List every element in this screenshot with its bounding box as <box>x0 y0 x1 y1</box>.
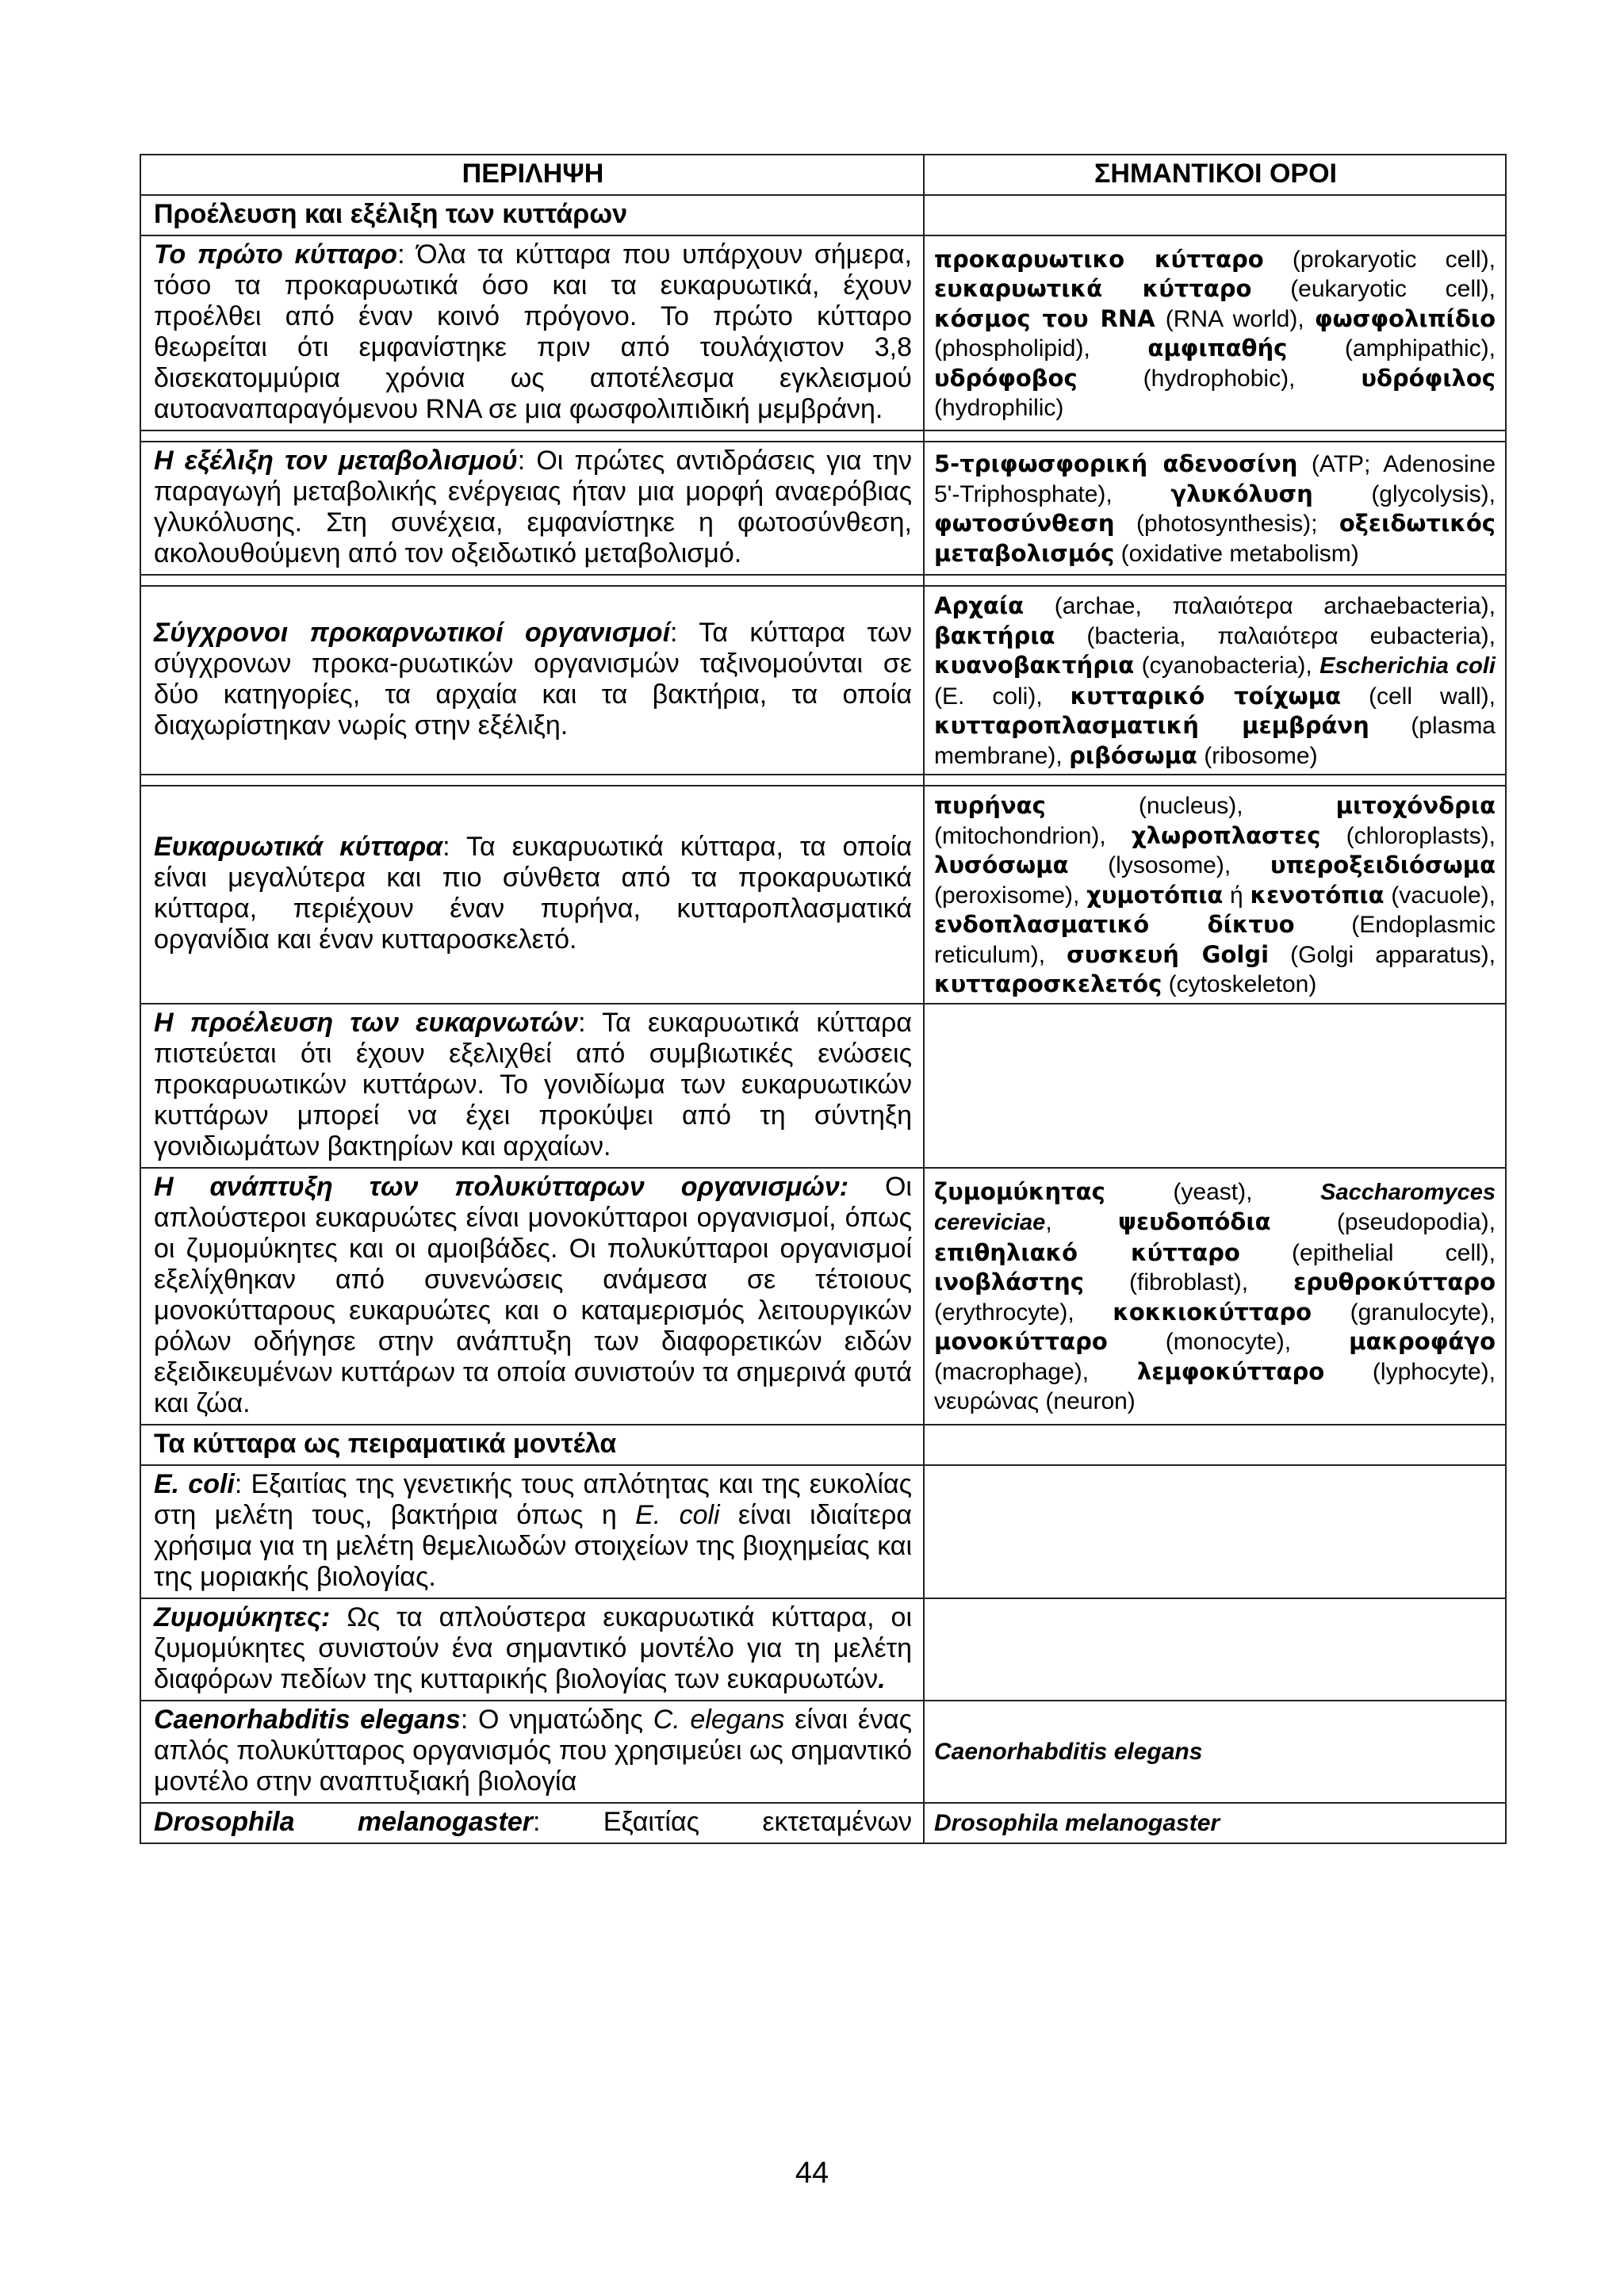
term-english: ή <box>1223 882 1251 909</box>
spacer-row <box>140 575 1506 586</box>
table-row <box>140 1465 1506 1598</box>
table-row <box>140 442 1506 575</box>
term-greek: ζυμομύκητας <box>934 1177 1105 1205</box>
term-english: (RNA world), <box>1155 305 1315 332</box>
term-greek: Escherichia coli <box>1320 653 1496 679</box>
row-title: Η εξέλιξη τον μεταβολισμού <box>154 446 518 476</box>
row-text: Οι απλούστεροι ευκαρυώτες είναι μονοκύτταροι οργανισμοί, όπως οι ζυμομύκητες και οι αμοιβάδες. Οι πολυκύτταροι οργανισμοί εξελίχθηκαν από συνενώσεις ανάμεσα σε τέτοιους μονοκύτταρους ευκαρυώτες και ο καταμερισμός λειτουργικών ρόλων οδήγησε στην ανάπτυξη των διαφορετικών ειδών εξειδικευμένων κυττάρων τα οποία συνιστούν τα σημερινά φυτά και ζώα. <box>154 1171 912 1418</box>
row-title: Drosophila melanogaster <box>154 1806 533 1837</box>
term-greek: Αρχαία <box>934 592 1025 619</box>
term-greek: κόσμος του RNA <box>934 304 1155 332</box>
term-english: (hydrophilic) <box>934 395 1064 421</box>
term-english: (vacuole), <box>1384 882 1496 909</box>
term-english: (ATP; Adenosine 5'-Triphosphate), <box>934 451 1496 507</box>
term-greek: ινοβλάστης <box>934 1269 1084 1295</box>
term-english: (eukaryotic cell), <box>1251 276 1496 302</box>
term-english: (mitochondrion), <box>934 822 1132 849</box>
summary-header: ΠΕΡΙΛΗΨΗ <box>140 155 924 195</box>
section-origin-title: Προέλευση και εξέλιξη των κυττάρων <box>140 195 924 235</box>
term-english: (glycolysis), <box>1312 480 1496 507</box>
table-row <box>140 1701 1506 1803</box>
term-greek: μιτοχόνδρια <box>1335 792 1496 819</box>
term-greek: χυμοτόπια <box>1086 881 1224 909</box>
term-english: (bacteria, παλαιότερα eubacteria), <box>1055 622 1496 649</box>
row-text: : Τα κύτταρα των σύγχρονων προκα-ρυωτικών οργανισμών ταξινομούνται σε δύο κατηγορίες, τα αρχαία και τα βακτήρια, τα οποία διαχωρίστηκαν νωρίς στην εξέλιξη. <box>154 618 912 740</box>
table-row <box>140 786 1506 1004</box>
term-english: νευρώνας (neuron) <box>934 1388 1136 1414</box>
term-english: (photosynthesis); <box>1114 511 1339 537</box>
term-greek: κυτταροπλασματική μεμβράνη <box>934 712 1369 739</box>
term-english: (Endoplasmic reticulum), <box>934 912 1496 968</box>
table-row <box>140 1598 1506 1701</box>
term-english: (prokaryotic cell), <box>1263 246 1496 273</box>
term-greek: Saccharomyces cereviciae <box>934 1179 1496 1235</box>
page-number: 44 <box>795 2156 829 2190</box>
summary-cell <box>140 586 924 775</box>
row-title: Σύγχρονοι προκαρνωτικοί οργανισμοί <box>154 618 671 648</box>
term-english: (granulocyte), <box>1312 1299 1496 1326</box>
row-title: Η ανάπτυξη των πολυκύτταρων οργανισμών: <box>154 1171 849 1202</box>
term-english: (lyphocyte), <box>1324 1358 1496 1385</box>
term-greek: χλωροπλαστες <box>1131 821 1321 849</box>
summary-cell <box>140 442 924 575</box>
row-title: Η προέλευση των ευκαρνωτών <box>154 1007 579 1038</box>
term-english: (hydrophobic), <box>1077 365 1362 392</box>
terms-cell <box>924 235 1506 430</box>
term-greek: κυτταρικό τοίχωμα <box>1070 682 1341 710</box>
term-greek: οξειδωτικός μεταβολισμός <box>934 510 1496 567</box>
term-english: (plasma membrane), <box>934 713 1496 769</box>
term-english: (cytoskeleton) <box>1162 971 1317 997</box>
row-title: Ζυμομύκητες: <box>154 1601 331 1632</box>
summary-cell <box>140 235 924 430</box>
term-english: (E. coli), <box>934 683 1071 710</box>
term-english: (fibroblast), <box>1083 1269 1294 1295</box>
row-text: : Όλα τα κύτταρα που υπάρχουν σήμερα, τόσο τα προκαρυωτικά όσο και τα ευκαρυωτικά, έχουν προέλθει από έναν κοινό πρόγονο. Το πρώτο κύτταρο θεωρείται ότι εμφανίστηκε πριν από τουλάχιστον 3,8 δισεκατομμύρια χρόνια ως αποτέλεσμα εγκλεισμού αυτοαναπαραγόμενου RNA σε μια φωσφολιπιδική μεμβράνη. <box>154 239 912 424</box>
term-greek: ερυθροκύτταρο <box>1293 1269 1496 1295</box>
spacer-row <box>140 430 1506 442</box>
summary-table <box>140 154 1507 1844</box>
summary-cell <box>140 786 924 1004</box>
term-english: (ribosome) <box>1197 742 1318 769</box>
term-greek: φωτοσύνθεση <box>934 510 1115 537</box>
term-greek: ριβόσωμα <box>1069 741 1197 769</box>
term-greek: μονοκύτταρο <box>934 1328 1108 1355</box>
term-greek: γλυκόλυση <box>1170 480 1313 507</box>
terms-cell <box>924 442 1506 575</box>
term-english: (chloroplasts), <box>1320 822 1496 849</box>
spacer-row <box>140 775 1506 786</box>
term-english: (lysosome), <box>1068 852 1270 878</box>
term-english: (yeast), <box>1105 1178 1321 1205</box>
summary-cell: Drosophila melanogaster: Εξαιτίας εκτεταμένων <box>140 1803 924 1843</box>
term-greek: ψευδοπόδια <box>1117 1208 1271 1235</box>
terms-header: ΣΗΜΑΝΤΙΚΟΙ ΟΡΟΙ <box>924 155 1506 195</box>
term-english: (oxidative metabolism) <box>1114 540 1359 567</box>
term-greek: κυτταροσκελετός <box>934 970 1162 997</box>
table-row <box>140 1168 1506 1425</box>
terms-cell <box>924 1701 1506 1803</box>
term-english: (macrophage), <box>934 1358 1137 1385</box>
term-english: (amphipathic), <box>1287 335 1496 362</box>
term-drosophila: Drosophila melanogaster <box>934 1810 1220 1837</box>
row-title: Caenorhabditis elegans <box>154 1704 461 1735</box>
summary-cell: Ζυμομύκητες: Ως τα απλούστερα ευκαρυωτικά κύτταρα, οι ζυμομύκητες συνιστούν ένα σημαντικό μοντέλο για τη μελέτη διαφόρων πεδίων της κυτταρικής βιολογίας των ευκαρυωτών. <box>140 1598 924 1701</box>
term-greek: φωσφολιπίδιο <box>1314 304 1496 332</box>
row-title: Το πρώτο κύτταρο <box>154 239 398 270</box>
summary-cell: E. coli: Εξαιτίας της γενετικής τους απλότητας και της ευκολίας στη μελέτη τους, βακτήρια όπως η E. coli είναι ιδιαίτερα χρήσιμα για τη μελέτη θεμελιωδών στοιχείων της βιοχημείας και της μοριακής βιολογίας. <box>140 1465 924 1598</box>
table-row <box>140 1803 1506 1843</box>
terms-cell <box>924 1168 1506 1425</box>
term-greek: κοκκιοκύτταρο <box>1113 1298 1312 1326</box>
term-greek: υδρόφοβος <box>934 364 1078 392</box>
term-greek: υπεροξειδιόσωμα <box>1270 851 1496 878</box>
term-greek: κενοτόπια <box>1250 881 1385 909</box>
section-row <box>140 1425 1506 1465</box>
term-celegans: Caenorhabditis elegans <box>934 1739 1203 1766</box>
term-english: (archae, παλαιότερα archaebacteria), <box>1024 593 1496 619</box>
table-row <box>140 235 1506 430</box>
term-english: (pseudopodia), <box>1270 1209 1496 1235</box>
term-english: (Golgi apparatus), <box>1269 941 1496 968</box>
term-greek: ευκαρυωτικά κύτταρο <box>934 275 1252 302</box>
row-text: : Οι πρώτες αντιδράσεις για την παραγωγή μεταβολικής ενέργειας ήταν μια μορφή αναερόβιας γλυκόλυσης. Στη συνέχεια, εμφανίστηκε η φωτοσύνθεση, ακολουθούμενη από τον οξειδωτικό μεταβολισμό. <box>154 446 912 568</box>
term-greek: προκαρυωτικο κύτταρο <box>934 245 1264 273</box>
term-greek: πυρήνας <box>934 792 1046 819</box>
term-greek: αμφιπαθής <box>1147 335 1288 362</box>
row-title: E. coli <box>154 1468 235 1499</box>
summary-cell <box>140 1168 924 1425</box>
terms-cell <box>924 586 1506 775</box>
term-greek: βακτήρια <box>934 622 1055 649</box>
term-greek: επιθηλιακό κύτταρο <box>934 1238 1240 1266</box>
summary-cell <box>140 1004 924 1168</box>
table-row <box>140 1004 1506 1168</box>
empty-cell <box>924 1598 1506 1701</box>
term-english: (phospholipid), <box>934 335 1148 362</box>
term-english: (cell wall), <box>1341 683 1496 710</box>
terms-cell <box>924 1803 1506 1843</box>
term-english: (nucleus), <box>1045 793 1336 819</box>
row-title: Ευκαρυωτικά κύτταρα <box>154 832 443 863</box>
terms-cell <box>924 1004 1506 1168</box>
term-english: (monocyte), <box>1107 1329 1350 1355</box>
term-greek: κυανοβακτήρια <box>934 652 1135 679</box>
empty-cell <box>924 1425 1506 1465</box>
row-text: : Τα ευκαρυωτικά κύτταρα πιστεύεται ότι έχουν εξελιχθεί από συμβιωτικές ενώσεις προκαρυωτικών κυττάρων. Το γονιδίωμα των ευκαρυωτικών κυττάρων μπορεί να έχει προκύψει από τη σύντηξη γονιδιωμάτων βακτηρίων και αρχαίων. <box>154 1007 912 1161</box>
term-greek: ενδοπλασματικό δίκτυο <box>934 911 1295 938</box>
empty-cell <box>924 195 1506 235</box>
section-row <box>140 195 1506 235</box>
summary-cell: Caenorhabditis elegans: Ο νηματώδης C. elegans είναι ένας απλός πολυκύτταρος οργανισμός που χρησιμεύει ως σημαντικό μοντέλο στην αναπτυξιακή βιολογία <box>140 1701 924 1803</box>
term-english: (cyanobacteria), <box>1134 652 1320 679</box>
empty-cell <box>924 1465 1506 1598</box>
section-models-title: Τα κύτταρα ως πειραματικά μοντέλα <box>140 1425 924 1465</box>
row-text: : Τα ευκαρυωτικά κύτταρα, τα οποία είναι μεγαλύτερα και πιο σύνθετα από τα προκαρυωτικά κύτταρα, περιέχουν έναν πυρήνα, κυτταροπλασματικά οργανίδια και έναν κυτταροσκελετό. <box>154 832 912 955</box>
term-greek: λεμφοκύτταρο <box>1136 1357 1325 1385</box>
term-english: (peroxisome), <box>934 882 1087 909</box>
term-english: , <box>1045 1209 1118 1235</box>
term-greek: συσκευή Golgi <box>1067 940 1270 968</box>
header-row <box>140 155 1506 195</box>
term-greek: υδρόφιλος <box>1361 364 1496 392</box>
table-row <box>140 586 1506 775</box>
terms-cell <box>924 786 1506 1004</box>
term-greek: μακροφάγο <box>1349 1328 1496 1355</box>
term-greek: λυσόσωμα <box>934 851 1069 878</box>
term-greek: 5-τριφωσφορική αδενοσίνη <box>934 450 1298 477</box>
term-english: (erythrocyte), <box>934 1299 1113 1326</box>
term-english: (epithelial cell), <box>1239 1239 1496 1266</box>
